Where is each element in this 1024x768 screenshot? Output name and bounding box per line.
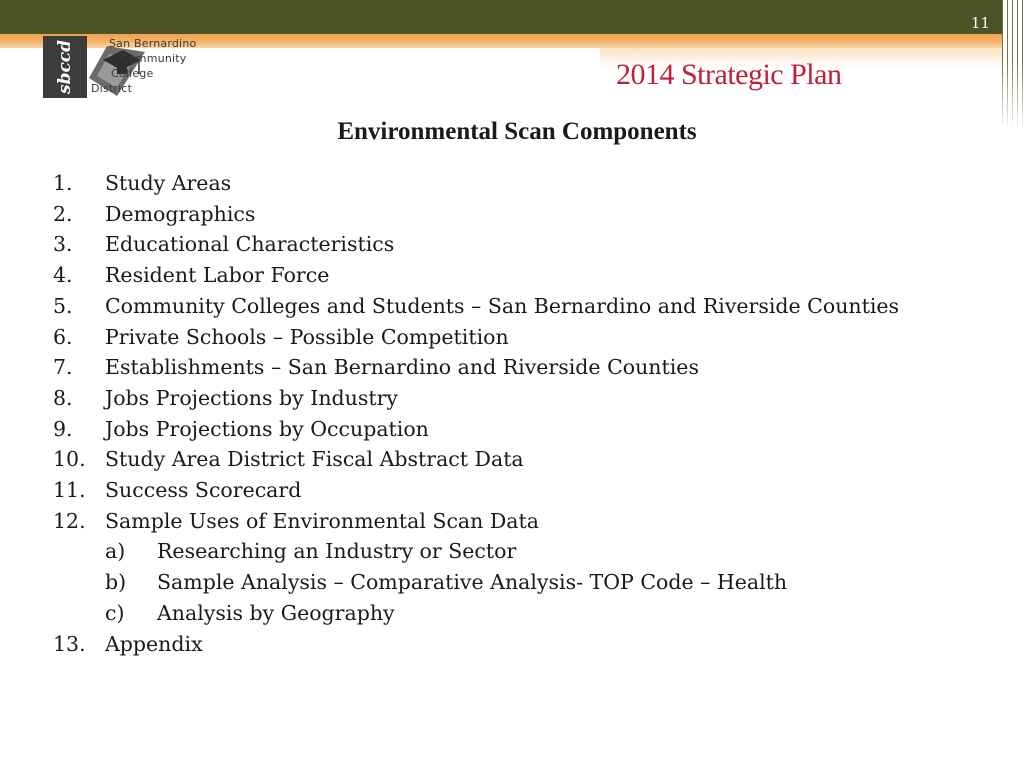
list-item [53, 444, 1013, 475]
logo-line: District [91, 82, 133, 95]
sub-list-item [53, 598, 1013, 629]
item-number: 3. [53, 232, 73, 257]
item-number: 8. [53, 385, 73, 410]
logo-wordmark [91, 36, 197, 96]
list-item [53, 168, 1013, 199]
item-number: 6. [53, 324, 73, 349]
item-text: Resident Labor Force [105, 263, 330, 288]
item-text: Educational Characteristics [105, 232, 395, 257]
list-item [53, 229, 1013, 260]
item-text: Study Area District Fiscal Abstract Data [105, 447, 524, 472]
item-number: 11. [53, 478, 86, 503]
sub-item-letter: b) [105, 570, 127, 595]
logo-line: Community [121, 52, 187, 65]
sub-item-text: Analysis by Geography [157, 600, 395, 625]
item-text: Jobs Projections by Occupation [105, 416, 429, 441]
top-bar [0, 0, 1024, 34]
list-item [53, 475, 1013, 506]
list-item [53, 322, 1013, 353]
deck-title: 2014 Strategic Plan [616, 58, 842, 91]
sub-item-letter: c) [105, 600, 125, 625]
item-text: Sample Uses of Environmental Scan Data [105, 508, 539, 533]
item-number: 4. [53, 263, 73, 288]
sub-item-letter: a) [105, 539, 126, 564]
item-number: 9. [53, 416, 73, 441]
sub-list-item [53, 536, 1013, 567]
item-number: 5. [53, 293, 73, 318]
item-number: 2. [53, 201, 73, 226]
item-text: Jobs Projections by Industry [105, 385, 398, 410]
item-text: Private Schools – Possible Competition [105, 324, 509, 349]
item-number: 13. [53, 631, 86, 656]
logo-letters: sbccd [55, 39, 75, 95]
list-item [53, 291, 1013, 322]
list-item [53, 383, 1013, 414]
item-text: Establishments – San Bernardino and Riverside Counties [105, 355, 699, 380]
page-number: 11 [970, 14, 990, 32]
slide-title: Environmental Scan Components [337, 118, 697, 145]
sub-item-text: Researching an Industry or Sector [157, 539, 517, 564]
item-text: Community Colleges and Students – San Bernardino and Riverside Counties [105, 293, 900, 318]
list-item [53, 414, 1013, 445]
district-logo [43, 36, 209, 98]
list-item [53, 506, 1013, 537]
sub-list-item [53, 567, 1013, 598]
components-list [53, 168, 1013, 659]
item-text: Appendix [105, 631, 203, 656]
logo-line: San Bernardino [109, 37, 197, 50]
item-number: 12. [53, 508, 86, 533]
item-number: 7. [53, 355, 73, 380]
item-text: Study Areas [105, 171, 232, 195]
list-item [53, 352, 1013, 383]
sub-item-text: Sample Analysis – Comparative Analysis- TOP Code – Health [157, 570, 788, 595]
logo-mark [43, 36, 87, 98]
list-item [53, 199, 1013, 230]
logo-line: College [111, 67, 154, 80]
item-number: 10. [53, 447, 86, 472]
list-item [53, 260, 1013, 291]
item-text: Demographics [105, 201, 256, 226]
list-item [53, 629, 1013, 660]
item-text: Success Scorecard [105, 478, 302, 503]
item-number: 1. [53, 171, 73, 195]
